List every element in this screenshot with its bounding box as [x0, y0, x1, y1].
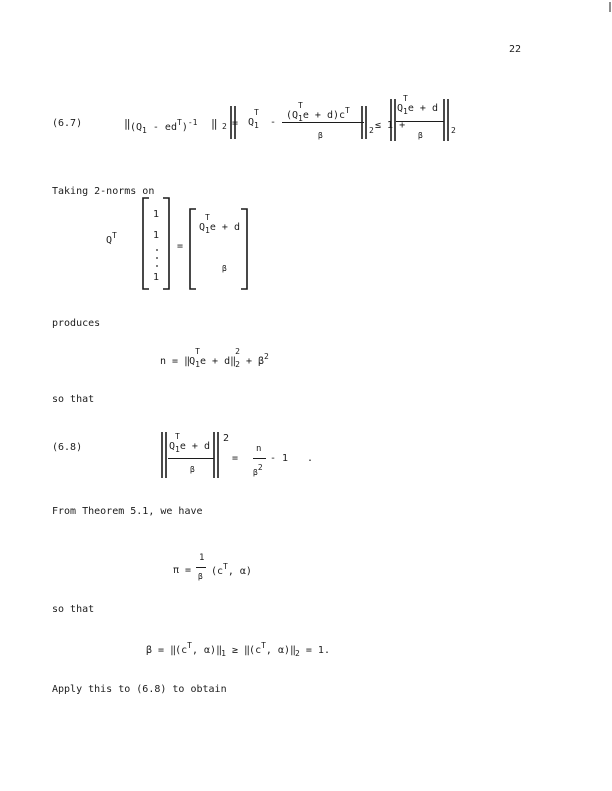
- matrix-left-bracket-1: [143, 198, 149, 289]
- eq-n-sq-sup: 2: [235, 347, 240, 356]
- equation-label-6-8: (6.8): [52, 442, 83, 453]
- eq-pi-b: (c: [211, 566, 224, 577]
- eq-beta-norm1-right: ‖: [216, 645, 222, 656]
- eq67-n2-q: Q: [397, 103, 404, 114]
- eq67-n2-b: e + d: [407, 103, 438, 114]
- eq67-num-b: e + d)c: [302, 110, 346, 121]
- eq-pi-numerator: 1: [199, 553, 205, 563]
- eq-pi-denominator: β: [198, 572, 203, 581]
- eq67-num-sup: T: [298, 101, 303, 110]
- eq68-num-sup: T: [175, 432, 180, 441]
- eq-n-sup: T: [195, 347, 200, 356]
- eq67-q1-q: Q: [248, 117, 255, 128]
- eq67-fraction-denominator: β: [318, 131, 323, 140]
- matrix-entry-1: 1: [153, 209, 160, 220]
- eq68-num-q: Q: [169, 441, 176, 452]
- matrix-rhs-row2: β: [222, 264, 227, 273]
- eq67-norm-sub-b: 2: [451, 126, 456, 135]
- eq67-num-sub: 1: [298, 114, 303, 123]
- eq-beta-a: β =: [146, 645, 171, 656]
- text-taking-norms: Taking 2-norms on: [52, 186, 155, 197]
- eq-pi-lhs: π =: [173, 565, 192, 576]
- eq-beta-c: , α): [192, 645, 217, 656]
- eq67-lhs-inv: -1: [187, 118, 198, 127]
- eq67-num-sup2: T: [345, 106, 350, 115]
- eq-beta-sup1: T: [187, 641, 192, 650]
- matrix-qt-q: Q: [106, 235, 113, 246]
- eq67-n2-sup: T: [403, 94, 408, 103]
- eq-beta-norm1-left: ‖: [170, 645, 176, 656]
- eq68-minus-one: - 1: [270, 453, 289, 464]
- page-number: 22: [509, 44, 522, 55]
- text-so-that-1: so that: [52, 394, 95, 405]
- eq67-lhs-a: (Q: [130, 122, 143, 133]
- eq-beta-sub2: 2: [295, 649, 300, 658]
- eq-beta-d: (c: [249, 645, 262, 656]
- eq68-square: 2: [223, 433, 230, 444]
- matrix-r1-sup: T: [205, 213, 210, 222]
- eq67-n2-sub: 1: [403, 107, 408, 116]
- eq67-q1-sup: T: [254, 108, 259, 117]
- eq67-equals: =: [232, 118, 239, 129]
- eq68-num-sub: 1: [175, 445, 180, 454]
- eq68-period: .: [307, 453, 314, 464]
- eq67-norm-bar-left: ‖: [124, 117, 131, 130]
- eq-n-beta-sup: 2: [264, 352, 269, 361]
- eq67-num-a: (Q: [286, 110, 299, 121]
- eq67-minus: -: [270, 117, 277, 128]
- eq-beta-e: , α): [265, 645, 291, 656]
- matrix-right-bracket-2: [241, 209, 247, 289]
- matrix-right-bracket-1: [163, 198, 169, 289]
- eq-n-sq-sub: 2: [235, 360, 240, 369]
- matrix-qt-sup: T: [112, 231, 117, 240]
- text-theorem: From Theorem 5.1, we have: [52, 506, 203, 517]
- eq-n-q: Q: [189, 356, 196, 367]
- eq-n-sub: 1: [195, 360, 200, 369]
- eq-n-a: n =: [160, 356, 185, 367]
- eq-beta-norm2-left: ‖: [244, 645, 250, 656]
- text-apply: Apply this to (6.8) to obtain: [52, 684, 227, 695]
- eq-beta-sub1: 1: [221, 649, 226, 658]
- eq-pi-sup: T: [223, 562, 228, 571]
- text-produces: produces: [52, 318, 101, 329]
- matrix-r1-q: Q: [199, 222, 206, 233]
- eq67-lhs-sub: 1: [142, 126, 147, 135]
- eq-n-c: e + d: [199, 356, 231, 367]
- eq67-lhs-sup: T: [176, 118, 182, 127]
- text-so-that-2: so that: [52, 604, 95, 615]
- eq-n-norm-right: ‖: [230, 356, 236, 367]
- eq-pi-c: , α): [227, 566, 252, 577]
- eq68-rhs-numerator: n: [256, 444, 262, 454]
- eq68-rhs-den-sup: 2: [257, 463, 263, 472]
- eq67-norm-denominator: β: [418, 131, 423, 140]
- eq67-norm-bar-right: ‖: [211, 117, 218, 130]
- eq68-num-b: e + d: [179, 441, 210, 452]
- eq67-lhs-b: - ed: [146, 122, 177, 133]
- eq67-le: ≤ 1 +: [375, 120, 406, 131]
- eq67-q1-sub: 1: [254, 121, 259, 130]
- eq68-equals: =: [232, 453, 239, 464]
- eq67-lhs-c: ): [181, 122, 188, 133]
- eq-beta-ge: ≥: [225, 645, 245, 656]
- eq68-denominator: β: [190, 465, 195, 474]
- eq-n-norm-left: ‖: [184, 356, 190, 367]
- eq-beta-b: (c: [175, 645, 188, 656]
- equation-label-6-7: (6.7): [52, 118, 83, 129]
- eq-beta-sup2: T: [261, 641, 266, 650]
- eq-n-d: + β: [239, 356, 265, 367]
- matrix-entry-3: 1: [153, 272, 160, 283]
- eq-beta-norm2-right: ‖: [290, 645, 296, 656]
- matrix-r1-sub: 1: [205, 226, 210, 235]
- matrix-equals: =: [177, 241, 184, 252]
- eq68-rhs-den-beta: β: [253, 468, 258, 477]
- eq67-norm-sub-a: 2: [369, 126, 374, 135]
- eq-beta-f: = 1.: [299, 645, 330, 656]
- matrix-left-bracket-2: [190, 209, 196, 289]
- matrix-entry-2: 1: [153, 230, 160, 241]
- eq67-lhs-norm-sub: 2: [222, 122, 227, 131]
- matrix-r1-b: e + d: [209, 222, 240, 233]
